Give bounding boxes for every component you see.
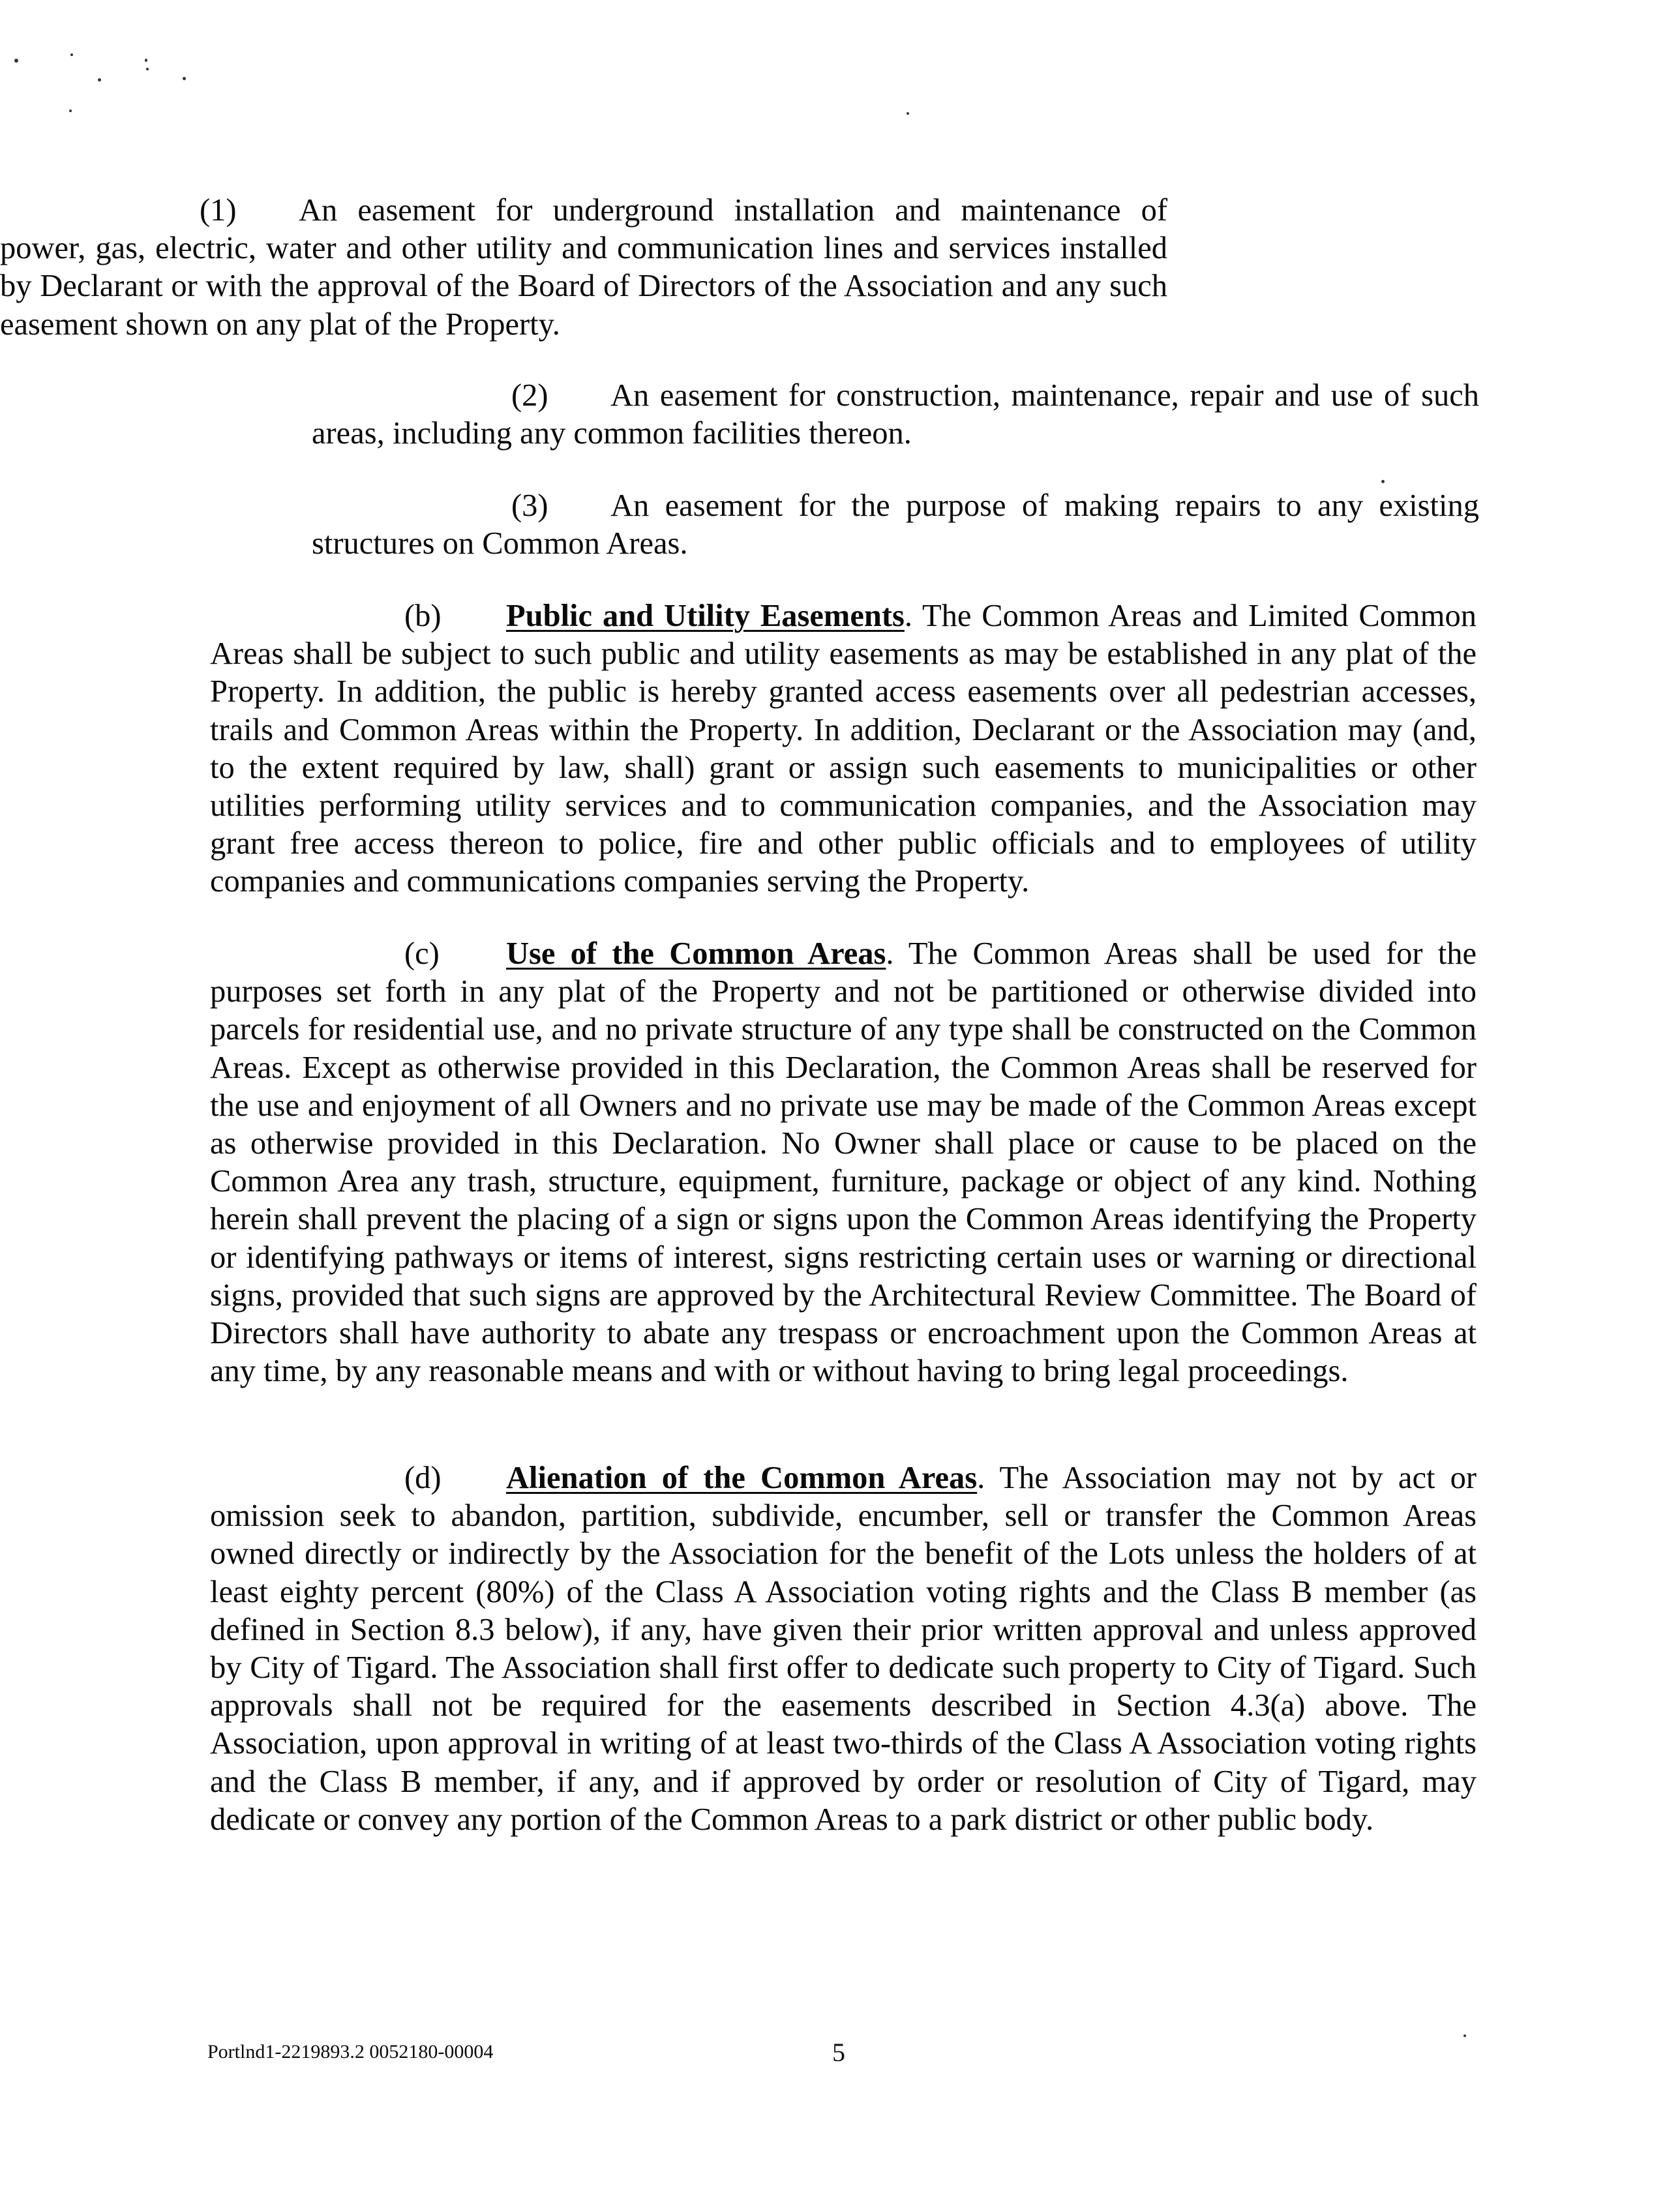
paragraph-3 (312, 487, 1479, 563)
scan-speck (70, 53, 73, 56)
paragraph-b-number: (b) (404, 599, 442, 633)
paragraph-1-number: (1) (200, 193, 237, 228)
scan-speck (907, 112, 909, 115)
paragraph-d-heading: Alienation of the Common Areas (506, 1461, 978, 1495)
paragraph-d-text: . The Association may not by act or omission seek to abandon, partition, subdivide, encumber, sell or transfer the Common Areas owned directly or indirectly by the Association for the benefit of the Lots unless the holders of at least eighty percent (80%) of the Class A Association voting rights and the Class B member (as defined in Section 8.3 below), if any, have given their prior written approval and unless approved by City of Tigard. The Association shall first offer to dedicate such property to City of Tigard. Such approvals shall not be required for the easements described in Section 4.3(a) above. The Association, upon approval in writing of at least two-thirds of the Class A Association voting rights and the Class B member, if any, and if approved by order or resolution of City of Tigard, may dedicate or convey any portion of the Common Areas to a park district or other public body. (210, 1461, 1477, 1837)
paragraph-b (210, 597, 1477, 901)
paragraph-c-heading: Use of the Common Areas (506, 936, 886, 971)
paragraph-b-text: . The Common Areas and Limited Common Areas shall be subject to such public and utility easements as may be established in any plat of the Property. In addition, the public is hereby granted access easements over all pedestrian accesses, trails and Common Areas within the Property. In addition, Declarant or the Association may (and, to the extent required by law, shall) grant or assign such easements to municipalities or other utilities performing utility services and to communication companies, and the Association may grant free access thereon to police, fire and other public officials and to employees of utility companies and communications companies serving the Property. (210, 599, 1477, 899)
scan-speck (69, 110, 72, 112)
paragraph-c-text: . The Common Areas shall be used for the purposes set forth in any plat of the Property and not be partitioned or otherwise divided into parcels for residential use, and no private structure of any type shall be constructed on the Common Areas. Except as otherwise provided in this Declaration, the Common Areas shall be reserved for the use and enjoyment of all Owners and no private use may be made of the Common Areas except as otherwise provided in this Declaration. No Owner shall place or cause to be placed on the Common Area any trash, structure, equipment, furniture, package or object of any kind. Nothing herein shall prevent the placing of a sign or signs upon the Common Areas identifying the Property or identifying pathways or items of interest, signs restricting certain uses or warning or directional signs, provided that such signs are approved by the Architectural Review Committee. The Board of Directors shall have authority to abate any trespass or encroachment upon the Common Areas at any time, by any reasonable means and with or without having to bring legal proceedings. (210, 936, 1477, 1389)
paragraph-2 (312, 377, 1479, 453)
paragraph-b-heading: Public and Utility Easements (506, 599, 905, 633)
scan-speck (1381, 480, 1385, 483)
scan-speck (1463, 2034, 1466, 2037)
paragraph-3-text: An easement for the purpose of making repairs to any existing structures on Common Areas. (312, 488, 1479, 561)
footer-document-id: Portlnd1-2219893.2 0052180-00004 (207, 2041, 494, 2062)
scan-speck (98, 78, 101, 82)
paragraph-c-number: (c) (404, 936, 440, 971)
scan-speck (145, 59, 147, 62)
paragraph-2-text: An easement for construction, maintenance, repair and use of such areas, including any common facilities thereon. (312, 378, 1479, 451)
paragraph-d (210, 1459, 1477, 1839)
scan-speck (146, 68, 149, 70)
paragraph-c (210, 935, 1477, 1390)
scan-speck (183, 77, 186, 80)
paragraph-d-number: (d) (404, 1461, 442, 1495)
scan-speck (14, 59, 18, 63)
footer-page-number: 5 (832, 2038, 845, 2067)
paragraph-1 (0, 192, 1167, 344)
paragraph-1-text: An easement for underground installation and maintenance of power, gas, electric, water and other utility and communication lines and services installed by Declarant or with the approval of the Board of Directors of the Association and any such easement shown on any plat of the Property. (0, 193, 1167, 342)
paragraph-2-number: (2) (511, 378, 548, 413)
paragraph-3-number: (3) (511, 488, 548, 523)
